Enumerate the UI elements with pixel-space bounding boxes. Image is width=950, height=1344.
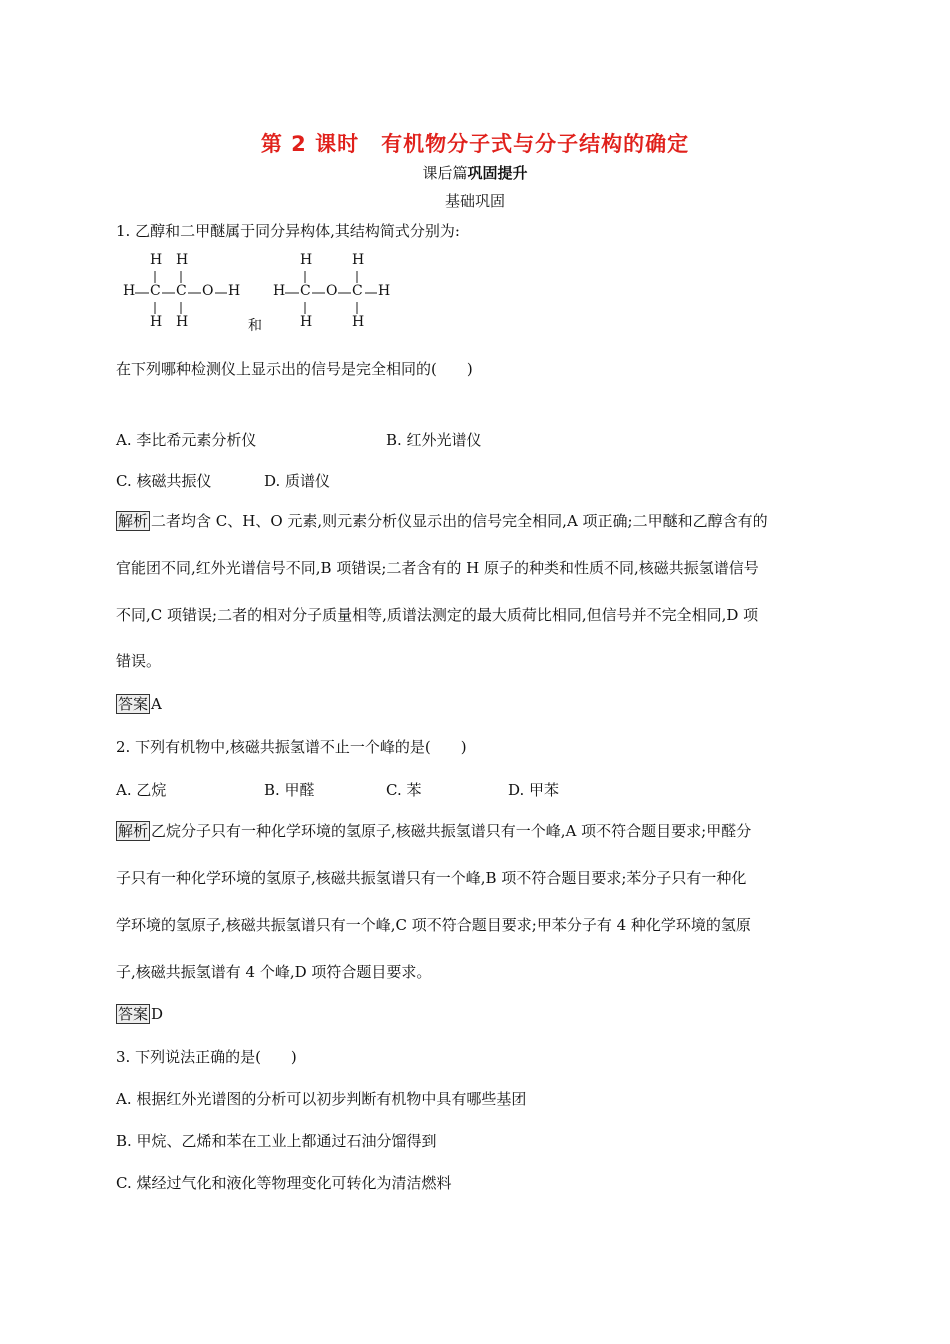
- q3-option-b: B. 甲烷、乙烯和苯在工业上都通过石油分馏得到: [116, 1132, 437, 1150]
- subtitle-plain: 课后篇: [422, 164, 468, 182]
- q1-option-c: C. 核磁共振仪: [116, 472, 212, 490]
- answer-tag: 答案: [118, 695, 149, 713]
- q1-option-d: D. 质谱仪: [264, 472, 331, 490]
- analysis-text: 二者均含 C、H、O 元素,则元素分析仪显示出的信号完全相同,A 项正确;二甲醚和乙醇含有的: [151, 512, 768, 530]
- ether-atom: H: [352, 252, 365, 268]
- ether-atom: H: [352, 314, 365, 330]
- answer-value: D: [151, 1005, 164, 1023]
- ethanol-structure: [120, 250, 260, 340]
- q2-answer: [116, 1004, 163, 1024]
- ether-atom: H: [300, 314, 313, 330]
- q2-analysis-line: 学环境的氢原子,核磁共振氢谱只有一个峰,C 项不符合题目要求;甲苯分子有 4 种化学环境的氢原: [116, 916, 751, 934]
- ethanol-bonds: [120, 250, 260, 340]
- ethanol-atom: O: [202, 283, 214, 299]
- analysis-text: 乙烷分子只有一种化学环境的氢原子,核磁共振氢谱只有一个峰,A 项不符合题目要求;甲醛分: [151, 822, 752, 840]
- analysis-tag: 解析: [118, 822, 149, 840]
- ethanol-atom: C: [150, 283, 161, 299]
- ether-atom: C: [352, 283, 363, 299]
- ethanol-atom: H: [176, 314, 189, 330]
- subtitle-bold: 巩固提升: [467, 164, 528, 182]
- ether-atom: H: [378, 283, 391, 299]
- page-subtitle: [0, 162, 950, 183]
- q2-stem: 2. 下列有机物中,核磁共振氢谱不止一个峰的是( ): [116, 738, 467, 756]
- q2-option-c: C. 苯: [386, 781, 422, 799]
- ether-structure: [270, 250, 410, 340]
- analysis-tag: 解析: [118, 512, 149, 530]
- answer-value: A: [151, 695, 162, 713]
- q1-option-a: A. 李比希元素分析仪: [116, 431, 257, 449]
- q1-answer: [116, 694, 162, 714]
- q2-option-b: B. 甲醛: [264, 781, 315, 799]
- q2-analysis-line: 子,核磁共振氢谱有 4 个峰,D 项符合题目要求。: [116, 963, 432, 981]
- ether-bonds: [270, 250, 410, 340]
- ether-atom: H: [273, 283, 286, 299]
- q3-option-a: A. 根据红外光谱图的分析可以初步判断有机物中具有哪些基团: [116, 1090, 527, 1108]
- ether-atom: H: [300, 252, 313, 268]
- q1-stem: 1. 乙醇和二甲醚属于同分异构体,其结构简式分别为:: [116, 222, 460, 240]
- structure-joiner: 和: [248, 318, 262, 334]
- ethanol-atom: H: [150, 252, 163, 268]
- ethanol-atom: H: [123, 283, 136, 299]
- page-title: 第 2 课时 有机物分子式与分子结构的确定: [260, 132, 690, 156]
- q2-option-a: A. 乙烷: [116, 781, 167, 799]
- q1-analysis-line: 错误。: [116, 652, 162, 670]
- ethanol-atom: H: [176, 252, 189, 268]
- q3-stem: 3. 下列说法正确的是( ): [116, 1048, 297, 1066]
- ethanol-atom: C: [176, 283, 187, 299]
- q2-analysis-line: 子只有一种化学环境的氢原子,核磁共振氢谱只有一个峰,B 项不符合题目要求;苯分子只有一种化: [116, 869, 747, 887]
- q1-analysis-line: 不同,C 项错误;二者的相对分子质量相等,质谱法测定的最大质荷比相同,但信号并不完全相同,D 项: [116, 606, 759, 624]
- ether-atom: O: [326, 283, 338, 299]
- q2-option-d: D. 甲苯: [508, 781, 560, 799]
- answer-tag: 答案: [118, 1005, 149, 1023]
- q1-analysis-line: 官能团不同,红外光谱信号不同,B 项错误;二者含有的 H 原子的种类和性质不同,核磁共振氢谱信号: [116, 559, 759, 577]
- q3-option-c: C. 煤经过气化和液化等物理变化可转化为清洁燃料: [116, 1174, 452, 1192]
- q1-question: 在下列哪种检测仪上显示出的信号是完全相同的( ): [116, 360, 473, 378]
- q1-option-b: B. 红外光谱仪: [386, 431, 482, 449]
- section-heading: 基础巩固: [444, 192, 505, 210]
- ethanol-atom: H: [228, 283, 241, 299]
- ethanol-atom: H: [150, 314, 163, 330]
- ether-atom: C: [300, 283, 311, 299]
- q2-analysis-line: [116, 820, 751, 841]
- q1-analysis-line: [116, 510, 768, 531]
